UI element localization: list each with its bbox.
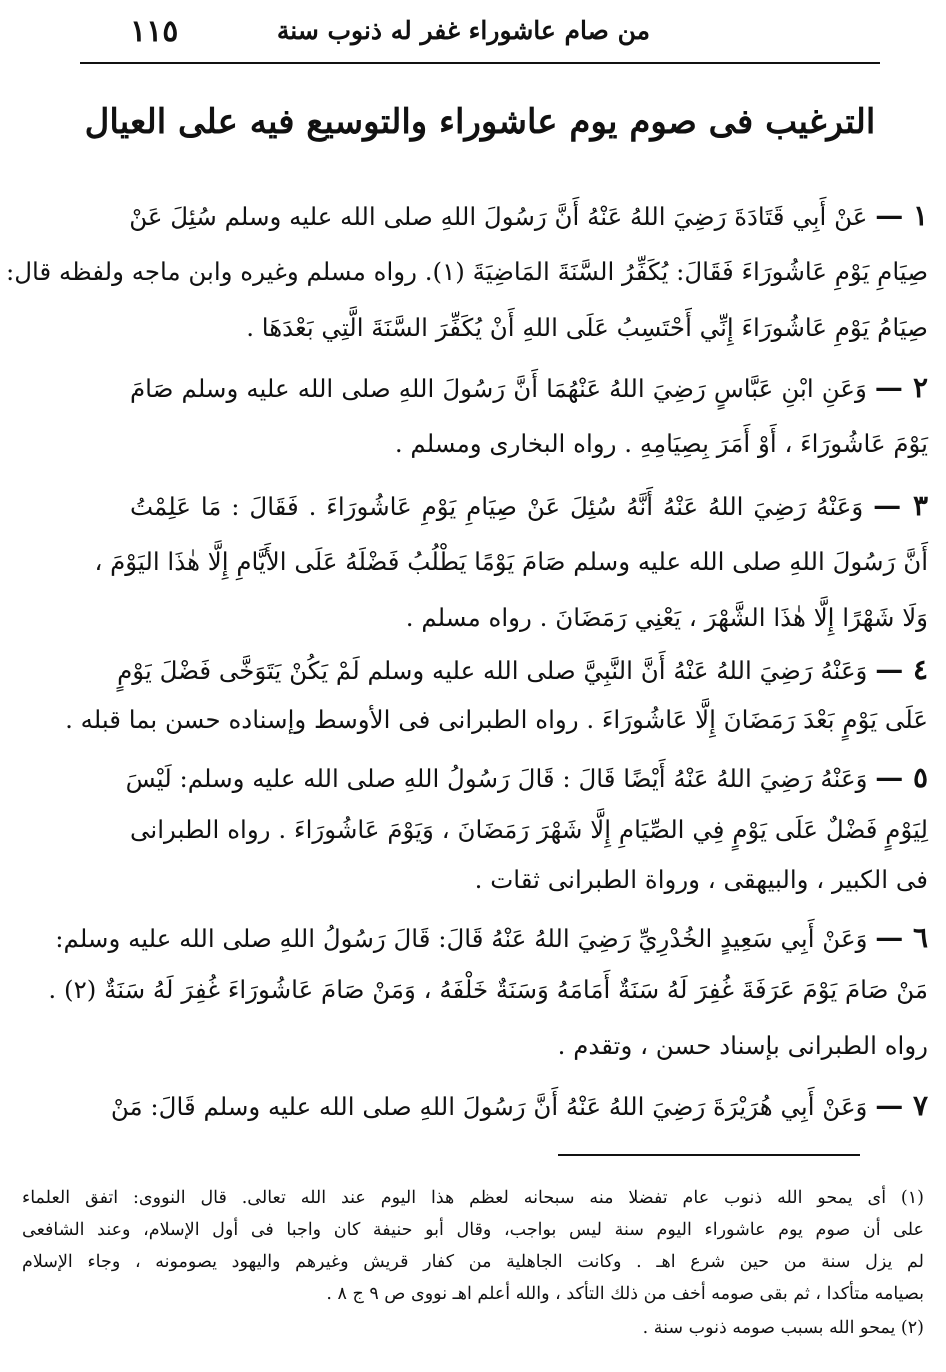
hadith-number: ٢ — <box>874 371 928 404</box>
running-head: من صام عاشوراء غفر له ذنوب سنة <box>276 16 650 45</box>
hadith-5-line-2: لِيَوْمٍ فَضْلٌ عَلَى يَوْمٍ فِي الصِّيَامِ إِلَّا شَهْرَ رَمَضَانَ ، وَيَوْمَ عَاشُورَاءَ . رواه الطبرانى <box>130 815 928 844</box>
hadith-6-line-1: ٦ — وَعَنْ أَبِي سَعِيدٍ الخُدْرِيِّ رَضِيَ اللهُ عَنْهُ قَالَ: قَالَ رَسُولُ اللهِ صلى الله عليه وسلم: <box>55 921 928 954</box>
footnote-line: لم يزل سنة من حين شرع اهـ . وكانت الجاهلية من كفار قريش وغيرهم واليهود يصومونه ، وجاء الإسلام <box>22 1252 924 1272</box>
hadith-number: ١ — <box>875 199 928 232</box>
hadith-3-line-3: وَلَا شَهْرًا إِلَّا هٰذَا الشَّهْرَ ، يَعْنِي رَمَضَانَ . رواه مسلم . <box>405 603 928 632</box>
hadith-number: ٥ — <box>875 761 928 794</box>
hadith-2-line-2: يَوْمَ عَاشُورَاءَ ، أَوْ أَمَرَ بِصِيَامِهِ . رواه البخارى ومسلم . <box>394 429 928 458</box>
chapter-title: الترغيب فى صوم يوم عاشوراء والتوسيع فيه على العيال <box>84 102 876 142</box>
footnote-line: على أن صوم يوم عاشوراء اليوم سنة ليس بواجب، وقال أبو حنيفة كان واجبا فى أول الإسلام، وعند الشافعى <box>22 1220 924 1240</box>
hadith-1-line-3: صِيَامُ يَوْمِ عَاشُورَاءَ إِنِّي أَحْتَسِبُ عَلَى اللهِ أَنْ يُكَفِّرَ السَّنَةَ الَّتِي بَعْدَهَا . <box>246 313 928 342</box>
hadith-number: ٤ — <box>875 653 928 686</box>
hadith-3-line-1: ٣ — وَعَنْهُ رَضِيَ اللهُ عَنْهُ أَنَّهُ سُئِلَ عَنْ صِيَامِ يَوْمِ عَاشُورَاءَ . فَقَالَ : مَا عَلِمْتُ <box>130 489 929 522</box>
hadith-6-line-3: رواه الطبرانى بإسناد حسن ، وتقدم . <box>557 1031 928 1060</box>
hadith-2-line-1: ٢ — وَعَنِ ابْنِ عَبَّاسٍ رَضِيَ اللهُ عَنْهُمَا أَنَّ رَسُولَ اللهِ صلى الله عليه وسلم صَامَ <box>130 371 928 404</box>
hadith-3-line-2: أَنَّ رَسُولَ اللهِ صلى الله عليه وسلم صَامَ يَوْمًا يَطْلُبُ فَضْلَهُ عَلَى الأَيَّامِ إِلَّا هٰذَا اليَوْمَ ، <box>94 547 928 576</box>
footnotes <box>22 0 924 1372</box>
page-number: ١١٥ <box>130 14 179 49</box>
hadith-4-line-1: ٤ — وَعَنْهُ رَضِيَ اللهُ عَنْهُ أَنَّ النَّبِيَّ صلى الله عليه وسلم لَمْ يَكُنْ يَتَوَخَّى فَضْلَ يَوْمٍ <box>117 653 928 686</box>
hadith-5-line-3: فى الكبير ، والبيهقى ، ورواة الطبرانى ثقات . <box>474 865 928 894</box>
hadith-number: ٦ — <box>875 921 928 954</box>
hadith-4-line-2: عَلَى يَوْمٍ بَعْدَ رَمَضَانَ إِلَّا عَاشُورَاءَ . رواه الطبرانى فى الأوسط وإسناده حسن بما قبله . <box>65 705 928 734</box>
hadith-7-line-1: ٧ — وَعَنْ أَبِي هُرَيْرَةَ رَضِيَ اللهُ عَنْهُ أَنَّ رَسُولَ اللهِ صلى الله عليه وسلم قَالَ: مَنْ <box>110 1089 928 1122</box>
hadith-1-line-2: صِيَامِ يَوْمِ عَاشُورَاءَ فَقَالَ: يُكَفِّرُ السَّنَةَ المَاضِيَةَ (١). رواه مسلم وغيره وابن ماجه ولفظه قال: <box>5 257 928 286</box>
footnote-line: (١) أى يمحو الله ذنوب عام تفضلا منه سبحانه لعظم هذا اليوم عند الله تعالى. قال النووى: اتفق العلماء <box>22 1188 924 1208</box>
hadith-1-line-1: ١ — عَنْ أَبِي قَتَادَةَ رَضِيَ اللهُ عَنْهُ أَنَّ رَسُولَ اللهِ صلى الله عليه وسلم سُئِلَ عَنْ <box>129 199 928 232</box>
hadith-number: ٣ — <box>873 489 929 522</box>
hadith-number: ٧ — <box>875 1089 928 1122</box>
footnote-line: (٢) يمحو الله بسبب صومه ذنوب سنة . <box>642 1318 924 1338</box>
hadith-6-line-2: مَنْ صَامَ يَوْمَ عَرَفَةَ غُفِرَ لَهُ سَنَةٌ أَمَامَهُ وَسَنَةٌ خَلْفَهُ ، وَمَنْ صَامَ عَاشُورَاءَ غُفِرَ لَهُ سَنَةٌ (٢) . <box>48 975 928 1004</box>
hadith-5-line-1: ٥ — وَعَنْهُ رَضِيَ اللهُ عَنْهُ أَيْضًا قَالَ : قَالَ رَسُولُ اللهِ صلى الله عليه وسلم: لَيْسَ <box>125 761 928 794</box>
footnote-line: بصيامه متأكدا ، ثم بقى صومه أخف من ذلك التأكد ، والله أعلم اهـ نووى ص ٩ ج ٨ . <box>326 1284 924 1304</box>
